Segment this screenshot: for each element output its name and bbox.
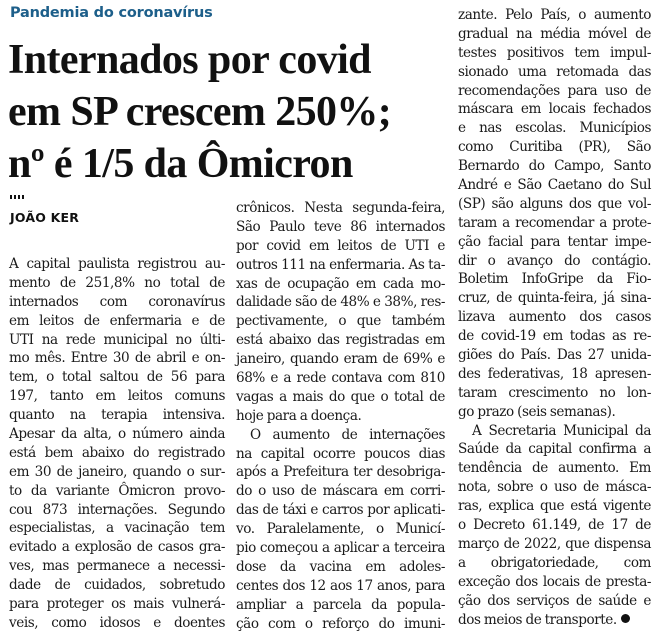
text-line: janeiro, quando eram de 69% e: [236, 351, 445, 368]
text-line: ção com o reforço do imuni-: [236, 615, 445, 632]
text-line: taram a recomendar a prote-: [458, 214, 651, 231]
text-line: evitado a explosão de casos gra-: [9, 539, 225, 556]
text-line: gradual na média móvel de: [458, 25, 651, 42]
article-column-1: [9, 255, 225, 633]
text-line: xas de ocupação em cada mo-: [236, 275, 445, 292]
article-column-3: [458, 6, 651, 629]
paragraph-end-line: go prazo (seis semanas).: [458, 403, 616, 420]
text-line: A capital paulista registrou au-: [9, 256, 225, 272]
text-line: cou 873 internações. Segundo: [9, 501, 225, 518]
text-line: nota, sobre o uso de másca-: [458, 479, 651, 496]
text-line: e nas escolas. Municípios: [458, 120, 651, 137]
text-line: pio começou a aplicar a terceira: [236, 540, 445, 557]
text-line: exceção dos locais de presta-: [458, 573, 651, 590]
text-line: de covid-19 em todas as re-: [458, 328, 651, 345]
text-line: a obrigatoriedade, com: [458, 554, 651, 571]
text-line: do o uso de máscara em corri-: [236, 483, 445, 500]
end-of-article-dot-icon: [621, 614, 630, 623]
text-line: após a Prefeitura ter desobriga-: [236, 464, 445, 481]
text-line: para proteger os mais vulnerá-: [9, 596, 225, 613]
text-line: ção facial para tentar impe-: [458, 233, 651, 250]
text-line: especialistas, a vacinação tem: [9, 520, 225, 537]
text-line: André e São Caetano do Sul: [458, 177, 651, 194]
headline-line: nº é 1/5 da Ômicron: [8, 141, 353, 187]
text-line: (SP) são alguns dos que vol-: [458, 195, 651, 212]
text-line: lizava aumento dos casos: [458, 309, 651, 326]
text-line: UTI na rede municipal no últi-: [9, 331, 225, 348]
text-line: taram crescimento no lon-: [458, 384, 651, 401]
text-line: zante. Pelo País, o aumento: [458, 7, 651, 23]
text-line: ves, mas permanece a necessi-: [9, 558, 225, 575]
text-line: dalidade são de 48% e 38%, res-: [236, 294, 445, 311]
text-line: vo. Paralelamente, o Municí-: [236, 521, 445, 538]
text-line: na capital ocorre poucos dias: [236, 445, 445, 462]
text-line: dir o avanço do contágio.: [458, 252, 651, 269]
text-line: ras, explica que está vigente: [458, 498, 651, 515]
text-line: está abaixo das registradas em: [236, 332, 445, 349]
text-line: como Curitiba (PR), São: [458, 139, 651, 156]
text-line: quanto na terapia intensiva.: [9, 407, 225, 424]
text-line: em leitos de enfermaria e de: [9, 312, 225, 329]
text-line: vagas a mais do que o total de: [236, 388, 445, 405]
headline: [8, 34, 448, 190]
text-line: por covid em leitos de UTI e: [236, 237, 445, 254]
text-line: giões do País. Das 27 unida-: [458, 347, 651, 364]
text-line: cruz, de quinta-feira, já sina-: [458, 290, 651, 307]
article-column-2: [236, 199, 445, 633]
byline-rule: [10, 195, 24, 199]
text-line: centes dos 12 aos 17 anos, para: [236, 577, 445, 594]
text-line: Apesar da alta, o número ainda: [9, 426, 225, 443]
text-line: março de 2022, que dispensa: [458, 535, 651, 552]
text-line: pectivamente, o que também: [236, 313, 445, 330]
text-line: em 30 de janeiro, quando o sur-: [9, 463, 225, 480]
text-line: ção dos serviços de saúde e: [458, 592, 651, 609]
text-line: das de táxi e carros por aplicati-: [236, 502, 445, 519]
text-line: Saúde da capital confirma a: [458, 441, 651, 458]
paragraph-end-line: [458, 611, 651, 630]
text-line: Bernardo do Campo, Santo: [458, 158, 651, 175]
final-sentence: dos meios de transporte.: [458, 611, 617, 628]
paragraph-end-line: hoje para a doença.: [236, 407, 362, 424]
text-line: tem, o total saltou de 56 para: [9, 369, 225, 386]
text-line: ampliar a parcela da popula-: [236, 596, 445, 613]
text-line: sionado uma retomada das: [458, 63, 651, 80]
text-line: tendência de aumento. Em: [458, 460, 651, 477]
text-line: internados com coronavírus: [9, 293, 225, 310]
text-line: veis, como idosos e doentes: [9, 614, 225, 631]
text-line: dose da vacina em adoles-: [236, 558, 445, 575]
text-line: Boletim InfoGripe da Fio-: [458, 271, 651, 288]
paragraph-start-line: O aumento de internações: [250, 426, 445, 443]
paragraph-start-line: A Secretaria Municipal da: [472, 422, 651, 439]
text-line: dade de cuidados, sobretudo: [9, 577, 225, 594]
text-line: crônicos. Nesta segunda-feira,: [236, 200, 445, 216]
byline-author: JOÃO KER: [10, 210, 80, 225]
text-line: máscara em locais fechados: [458, 101, 651, 118]
text-line: 197, tanto em leitos comuns: [9, 388, 225, 405]
text-line: o Decreto 61.149, de 17 de: [458, 517, 651, 534]
text-line: des federativas, 18 apresen-: [458, 365, 651, 382]
section-kicker: Pandemia do coronavírus: [10, 5, 213, 21]
text-line: mo mês. Entre 30 de abril e on-: [9, 350, 225, 367]
text-line: to da variante Ômicron provo-: [9, 482, 225, 499]
text-line: São Paulo teve 86 internados: [236, 218, 445, 235]
text-line: testes positivos tem impul-: [458, 44, 651, 61]
text-line: mento de 251,8% no total de: [9, 274, 225, 291]
text-line: está bem abaixo do registrado: [9, 444, 225, 461]
text-line: 68% e a rede contava com 810: [236, 370, 445, 387]
text-line: recomendações para uso de: [458, 82, 651, 99]
headline-line: em SP crescem 250%;: [8, 89, 392, 135]
headline-line: Internados por covid: [8, 37, 371, 83]
text-line: outros 111 na enfermaria. As ta-: [236, 256, 445, 273]
